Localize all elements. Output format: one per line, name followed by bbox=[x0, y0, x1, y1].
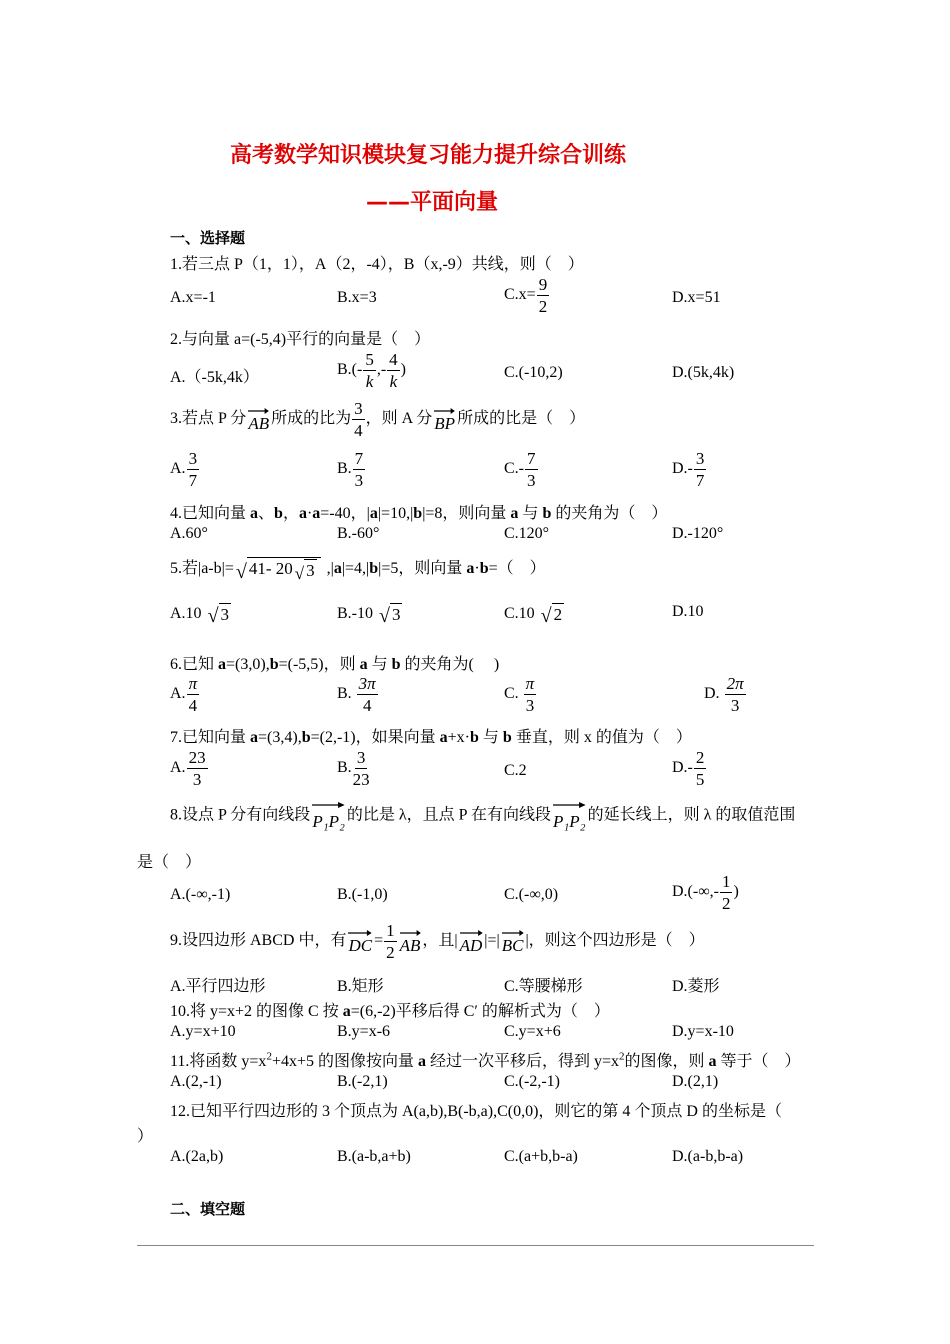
text: =(-5,5)，则 bbox=[278, 656, 360, 673]
question-10-stem bbox=[170, 998, 610, 1021]
vector-b: b bbox=[542, 505, 552, 522]
numerator: 3 bbox=[356, 748, 366, 767]
q3-text: 所成的比是（ ） bbox=[457, 410, 586, 428]
numerator: 9 bbox=[538, 275, 548, 294]
vector-a: a bbox=[708, 1053, 717, 1070]
vector-b: b bbox=[479, 560, 489, 577]
vector-bc bbox=[502, 928, 524, 956]
vector-b: b bbox=[269, 656, 279, 673]
page-subtitle: ——平面向量 bbox=[366, 190, 499, 215]
vector-b: b bbox=[301, 729, 311, 746]
q12-option-a: A.(2a,b) bbox=[170, 1148, 224, 1165]
vector-ad bbox=[460, 928, 483, 956]
option-label: C. bbox=[504, 685, 523, 703]
fraction bbox=[384, 922, 397, 961]
denominator: 7 bbox=[695, 471, 705, 490]
option-label: B. bbox=[337, 759, 352, 777]
question-2-stem: 2.与向量 a=(-5,4)平行的向量是（ ） bbox=[170, 331, 431, 348]
text: ,| bbox=[322, 560, 334, 577]
q2-option-d: D.(5k,4k) bbox=[672, 364, 735, 381]
q12-stem-continued: ） bbox=[137, 1128, 154, 1145]
q1-option-c bbox=[504, 276, 550, 315]
text: 等于（ ） bbox=[716, 1053, 801, 1070]
denominator: 23 bbox=[352, 770, 370, 789]
numerator: 3 bbox=[695, 449, 705, 468]
q2-option-b-sep: ,- bbox=[376, 361, 387, 379]
fraction bbox=[187, 450, 200, 489]
option-label: D.- bbox=[672, 759, 693, 777]
question-7-stem bbox=[170, 724, 692, 747]
numerator: 3 bbox=[354, 399, 363, 418]
fraction bbox=[357, 675, 378, 714]
sqrt-expression: √ 41- 20 √ 3 bbox=[236, 557, 321, 582]
vector-a: a bbox=[369, 505, 378, 522]
text: 与 bbox=[367, 656, 392, 673]
text: 9.设四边形 ABCD 中，有 bbox=[170, 932, 347, 950]
vector-b: b bbox=[502, 729, 512, 746]
q2-option-a: A.（-5k,4k） bbox=[170, 369, 259, 386]
denominator: 3 bbox=[730, 696, 740, 715]
text: |=5，则向量 bbox=[378, 560, 467, 577]
vector-a: a bbox=[250, 505, 259, 522]
text: 的图像，则 bbox=[624, 1053, 709, 1070]
denominator: k bbox=[389, 372, 398, 391]
q2-option-b-prefix: B.(- bbox=[337, 361, 363, 379]
text: 5.若|a-b|= bbox=[170, 560, 234, 577]
denominator: 4 bbox=[354, 421, 363, 440]
q6-option-c bbox=[504, 675, 537, 714]
option-label: A. bbox=[170, 460, 186, 478]
text: 4.已知向量 bbox=[170, 505, 251, 522]
q11-option-b: B.(-2,1) bbox=[337, 1073, 388, 1090]
numerator: 4 bbox=[389, 350, 398, 369]
vector-a: a bbox=[218, 656, 227, 673]
fraction bbox=[187, 675, 200, 714]
vector-ab bbox=[400, 928, 421, 956]
denominator: 3 bbox=[525, 696, 535, 715]
q8-option-d bbox=[672, 873, 739, 912]
option-label: A. bbox=[170, 759, 186, 777]
fraction bbox=[353, 749, 370, 788]
denominator: 5 bbox=[695, 770, 705, 789]
text: = bbox=[374, 932, 384, 950]
numerator: 1 bbox=[386, 921, 395, 940]
text: 垂直，则 x 的值为（ ） bbox=[511, 729, 692, 746]
numerator: 2π bbox=[726, 674, 744, 693]
q7-option-a bbox=[170, 749, 209, 788]
vector-label: BC bbox=[501, 935, 524, 955]
question-4-stem bbox=[170, 500, 667, 523]
q3-option-a bbox=[170, 450, 200, 489]
fraction bbox=[524, 675, 537, 714]
radicand: 2 bbox=[552, 603, 565, 626]
vector-b: b bbox=[274, 505, 283, 522]
question-1-stem: 1.若三点 P（1，1），A（2，-4），B（x,-9）共线，则（ ） bbox=[170, 256, 584, 273]
exponent: 2 bbox=[619, 1050, 625, 1063]
radicand: 3 bbox=[219, 603, 232, 626]
q5-option-a bbox=[170, 603, 233, 626]
q5-option-b bbox=[337, 603, 404, 626]
vector-p1p2 bbox=[553, 800, 586, 832]
text: =（ ） bbox=[488, 560, 546, 577]
text: +4x+5 的图像按向量 bbox=[271, 1053, 418, 1070]
text: =(3,4), bbox=[258, 729, 302, 746]
fraction bbox=[537, 276, 550, 315]
section-heading-fill: 二、填空题 bbox=[170, 1200, 246, 1218]
q3-option-b bbox=[337, 450, 366, 489]
q2-option-b-suffix: ) bbox=[400, 361, 406, 379]
fraction bbox=[720, 873, 733, 912]
question-5-stem bbox=[170, 555, 546, 582]
q3-option-d bbox=[672, 450, 707, 489]
question-8-stem bbox=[170, 800, 795, 832]
vector-a: a bbox=[510, 505, 519, 522]
vector-a: a bbox=[298, 505, 307, 522]
question-6-stem bbox=[170, 651, 499, 674]
text: |=8，则向量 bbox=[422, 505, 511, 522]
option-label: C.- bbox=[504, 460, 524, 478]
text: 、 bbox=[258, 505, 275, 522]
fraction bbox=[525, 450, 538, 489]
numerator: 3 bbox=[188, 449, 198, 468]
q10-option-a: A.y=x+10 bbox=[170, 1023, 236, 1040]
q9-option-d: D.菱形 bbox=[672, 978, 720, 995]
numerator: 1 bbox=[721, 872, 731, 891]
question-12-stem: 12.已知平行四边形的 3 个顶点为 A(a,b),B(-b,a),C(0,0)，则它的第 4 个顶点 D 的坐标是（ bbox=[170, 1103, 782, 1120]
sqrt: √ 2 bbox=[540, 605, 563, 628]
vector-p1p2 bbox=[312, 800, 345, 832]
vector-a: a bbox=[466, 560, 475, 577]
text: 10.将 y=x+2 的图像 C 按 bbox=[170, 1003, 343, 1020]
option-suffix: ) bbox=[733, 883, 739, 901]
q1-option-d: D.x=51 bbox=[672, 289, 721, 306]
denominator: 2 bbox=[386, 943, 395, 962]
option-label: D.(-∞,- bbox=[672, 883, 719, 901]
q4-option-d: D.-120° bbox=[672, 525, 724, 542]
option-label: A. bbox=[170, 685, 186, 703]
numerator: 2 bbox=[695, 748, 705, 767]
fraction bbox=[694, 749, 707, 788]
q1-option-c-label: C.x= bbox=[504, 286, 536, 304]
q1-option-b: B.x=3 bbox=[337, 289, 377, 306]
numerator: π bbox=[525, 674, 535, 693]
text: ，且| bbox=[422, 932, 458, 950]
vector-b: b bbox=[369, 560, 379, 577]
text: |=10,| bbox=[377, 505, 414, 522]
fraction bbox=[387, 351, 400, 390]
sqrt: √ 3 bbox=[379, 605, 401, 628]
page-title: 高考数学知识模块复习能力提升综合训练 bbox=[230, 143, 627, 168]
q10-option-b: B.y=x-6 bbox=[337, 1023, 391, 1040]
denominator: 3 bbox=[354, 471, 364, 490]
text: 的夹角为( ) bbox=[400, 656, 500, 673]
text: =(6,-2)平移后得 C′ 的解析式为（ ） bbox=[350, 1003, 610, 1020]
numerator: 7 bbox=[354, 449, 364, 468]
denominator: 4 bbox=[362, 696, 372, 715]
vector-a: a bbox=[439, 729, 448, 746]
text: |=4,| bbox=[341, 560, 370, 577]
q4-option-b: B.-60° bbox=[337, 525, 380, 542]
q7-option-b bbox=[337, 749, 371, 788]
section-heading-choice: 一、选择题 bbox=[170, 229, 246, 247]
vector-bp bbox=[434, 406, 455, 434]
vector-a: a bbox=[250, 729, 259, 746]
vector-label: P₁P₂ bbox=[312, 812, 345, 831]
numerator: 5 bbox=[365, 350, 374, 369]
q12-option-b: B.(a-b,a+b) bbox=[337, 1148, 411, 1165]
q4-option-c: C.120° bbox=[504, 525, 550, 542]
vector-a: a bbox=[312, 505, 321, 522]
vector-label: DC bbox=[348, 935, 373, 955]
fraction bbox=[352, 400, 365, 439]
q1-option-a: A.x=-1 bbox=[170, 289, 216, 306]
q3-option-c bbox=[504, 450, 539, 489]
vector-ab bbox=[248, 406, 269, 434]
text: =(2,-1)，如果向量 bbox=[310, 729, 440, 746]
text: 经过一次平移后，得到 y=x bbox=[426, 1053, 620, 1070]
text: 7.已知向量 bbox=[170, 729, 251, 746]
q5-option-d: D.10 bbox=[672, 603, 704, 620]
option-label: B. bbox=[337, 460, 352, 478]
option-label: B.-10 bbox=[337, 605, 373, 623]
option-label: D.- bbox=[672, 460, 693, 478]
text: · bbox=[474, 560, 480, 577]
fraction bbox=[694, 450, 707, 489]
denominator: 3 bbox=[527, 471, 536, 490]
question-9-stem bbox=[170, 922, 705, 961]
text: =(3,0), bbox=[226, 656, 270, 673]
q8-option-b: B.(-1,0) bbox=[337, 886, 388, 903]
vector-a: a bbox=[418, 1053, 426, 1070]
numerator: 7 bbox=[527, 449, 536, 468]
vector-a: a bbox=[333, 560, 342, 577]
radicand: 41- 20 bbox=[248, 559, 293, 578]
text: |=| bbox=[484, 932, 500, 950]
text: 的夹角为（ ） bbox=[551, 505, 668, 522]
q4-option-a: A.60° bbox=[170, 525, 208, 542]
text: =-40，| bbox=[320, 505, 370, 522]
option-label: D. bbox=[704, 685, 724, 703]
q6-option-b bbox=[337, 675, 379, 714]
q3-text: 3.若点 P 分 bbox=[170, 410, 247, 428]
fraction bbox=[363, 351, 376, 390]
denominator: 2 bbox=[538, 297, 548, 316]
inner-sqrt: √ 3 bbox=[294, 560, 315, 583]
q2-option-b bbox=[337, 351, 406, 390]
numerator: 23 bbox=[188, 748, 206, 767]
q11-option-c: C.(-2,-1) bbox=[504, 1073, 560, 1090]
vector-b: b bbox=[391, 656, 401, 673]
q9-option-b: B.矩形 bbox=[337, 978, 384, 995]
q11-option-a: A.(2,-1) bbox=[170, 1073, 222, 1090]
q7-option-d bbox=[672, 749, 707, 788]
text: 与 bbox=[478, 729, 503, 746]
vector-a: a bbox=[359, 656, 368, 673]
denominator: k bbox=[365, 372, 374, 391]
vector-a: a bbox=[342, 1003, 351, 1020]
text: 的延长线上，则 λ 的取值范围 bbox=[587, 806, 796, 824]
text: 6.已知 bbox=[170, 656, 219, 673]
q2-option-c: C.(-10,2) bbox=[504, 364, 563, 381]
numerator: π bbox=[188, 674, 198, 693]
numerator: 3π bbox=[358, 674, 376, 693]
q8-option-a: A.(-∞,-1) bbox=[170, 886, 231, 903]
text: 11.将函数 y=x bbox=[170, 1053, 267, 1070]
q9-option-a: A.平行四边形 bbox=[170, 978, 266, 995]
text: ， bbox=[282, 505, 299, 522]
text: +x· bbox=[447, 729, 470, 746]
radicand: 3 bbox=[304, 559, 317, 582]
text: 的比是 λ，且点 P 在有向线段 bbox=[346, 806, 551, 824]
q3-text: ，则 A 分 bbox=[365, 410, 433, 428]
vector-dc bbox=[348, 928, 372, 956]
q9-option-c: C.等腰梯形 bbox=[504, 978, 583, 995]
vector-b: b bbox=[469, 729, 479, 746]
footer-divider bbox=[137, 1245, 814, 1246]
q10-option-c: C.y=x+6 bbox=[504, 1023, 561, 1040]
text: · bbox=[306, 505, 313, 522]
text: 与 bbox=[518, 505, 543, 522]
q3-text: 所成的比为 bbox=[271, 410, 352, 428]
question-3-stem bbox=[170, 400, 585, 439]
text: |，则这个四边形是（ ） bbox=[525, 932, 705, 950]
sqrt: √ 3 bbox=[207, 605, 230, 628]
q8-option-c: C.(-∞,0) bbox=[504, 886, 559, 903]
fraction bbox=[187, 749, 208, 788]
q11-option-d: D.(2,1) bbox=[672, 1073, 719, 1090]
denominator: 3 bbox=[192, 770, 202, 789]
q12-option-c: C.(a+b,b-a) bbox=[504, 1148, 578, 1165]
option-label: C.10 bbox=[504, 605, 535, 623]
q6-option-d bbox=[704, 675, 747, 714]
option-label: A.10 bbox=[170, 605, 202, 623]
q6-option-a bbox=[170, 675, 200, 714]
q10-option-d: D.y=x-10 bbox=[672, 1023, 734, 1040]
q12-option-d: D.(a-b,b-a) bbox=[672, 1148, 744, 1165]
q5-option-c bbox=[504, 603, 566, 626]
vector-label: AB bbox=[399, 935, 421, 955]
vector-label: AD bbox=[459, 935, 483, 955]
text: 8.设点 P 分有向线段 bbox=[170, 806, 311, 824]
denominator: 7 bbox=[188, 471, 198, 490]
vector-label: P₁P₂ bbox=[552, 812, 586, 831]
question-11-stem bbox=[170, 1048, 801, 1071]
fraction bbox=[353, 450, 366, 489]
radicand: 3 bbox=[390, 603, 403, 626]
option-label: B. bbox=[337, 685, 356, 703]
vector-label: AB bbox=[248, 413, 270, 433]
vector-b: b bbox=[413, 505, 423, 522]
fraction bbox=[725, 675, 746, 714]
vector-label: BP bbox=[434, 413, 456, 433]
q7-option-c: C.2 bbox=[504, 762, 527, 779]
q8-stem-continued: 是（ ） bbox=[137, 854, 202, 871]
exponent: 2 bbox=[266, 1050, 272, 1063]
denominator: 2 bbox=[721, 894, 731, 913]
denominator: 4 bbox=[188, 696, 198, 715]
